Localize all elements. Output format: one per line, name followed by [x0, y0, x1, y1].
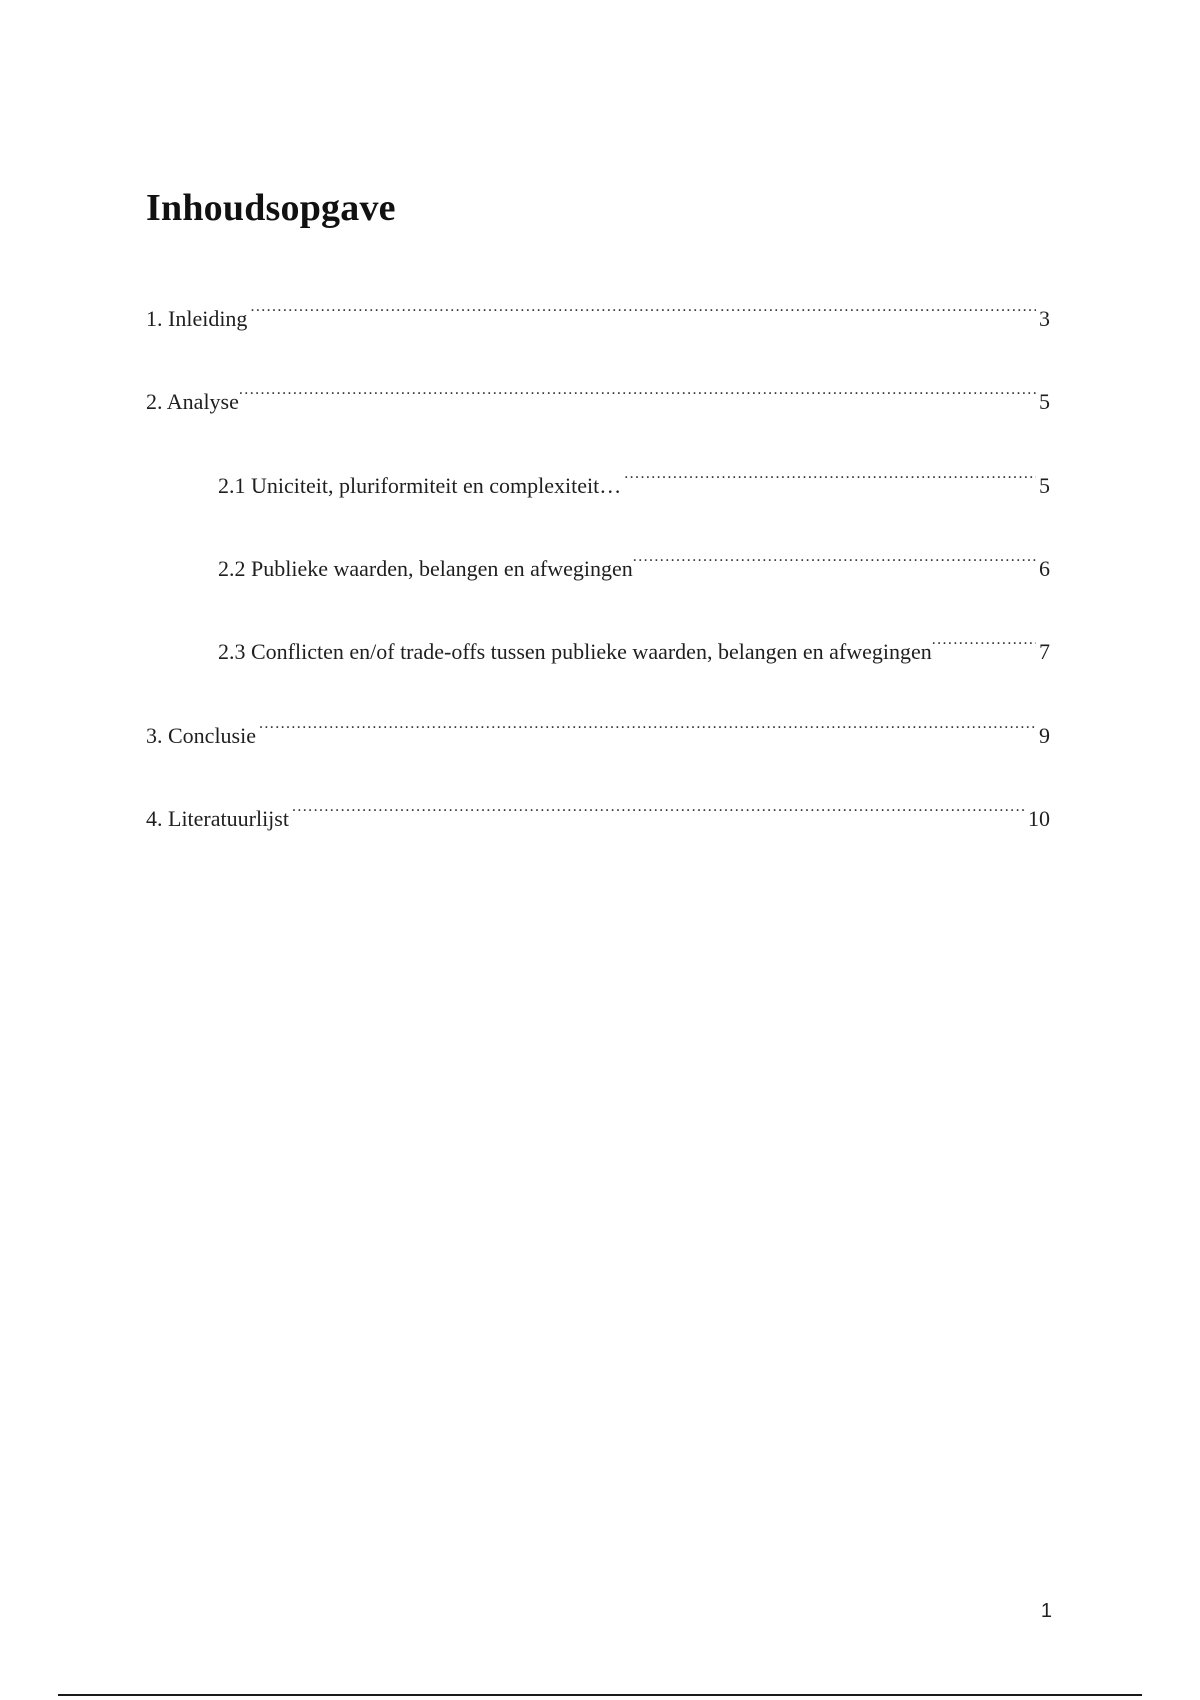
toc-entry-label: 2. Analyse	[146, 389, 239, 414]
toc-entry-label: 2.2 Publieke waarden, belangen en afwegingen	[218, 556, 633, 581]
toc-title: Inhoudsopgave	[146, 187, 396, 229]
dot-leader	[259, 715, 1036, 743]
toc-entry-page: 5	[1039, 473, 1050, 498]
toc-entry-page: 10	[1028, 806, 1050, 831]
toc-entry-page: 9	[1039, 723, 1050, 748]
toc-entry-inleiding[interactable]	[146, 298, 1050, 333]
toc-entry-page: 3	[1039, 306, 1050, 331]
toc-entry-2-3[interactable]	[218, 631, 1050, 666]
toc-entry-label: 1. Inleiding	[146, 306, 248, 331]
dot-leader	[624, 465, 1036, 493]
toc-entry-2-2[interactable]	[218, 548, 1050, 583]
toc-entry-label: 3. Conclusie	[146, 723, 256, 748]
dot-leader	[633, 548, 1036, 576]
toc-entry-page: 6	[1039, 556, 1050, 581]
dot-leader	[292, 798, 1025, 826]
dot-leader	[250, 298, 1036, 326]
toc-entry-label: 4. Literatuurlijst	[146, 806, 289, 831]
toc-entry-conclusie[interactable]	[146, 715, 1050, 750]
dot-leader	[239, 381, 1036, 409]
toc-entry-literatuurlijst[interactable]	[146, 798, 1050, 833]
toc-entry-2-1[interactable]	[218, 465, 1050, 500]
toc-entry-page: 7	[1039, 639, 1050, 664]
page-number: 1	[1040, 1600, 1052, 1622]
toc-entry-label: 2.3 Conflicten en/of trade-offs tussen publieke waarden, belangen en afwegingen	[218, 639, 932, 664]
toc-entry-page: 5	[1039, 389, 1050, 414]
bottom-divider	[58, 1694, 1142, 1696]
toc-entry-analyse[interactable]	[146, 381, 1050, 416]
dot-leader	[932, 631, 1036, 659]
toc-entry-label: 2.1 Uniciteit, pluriformiteit en complexiteit…	[218, 473, 622, 498]
